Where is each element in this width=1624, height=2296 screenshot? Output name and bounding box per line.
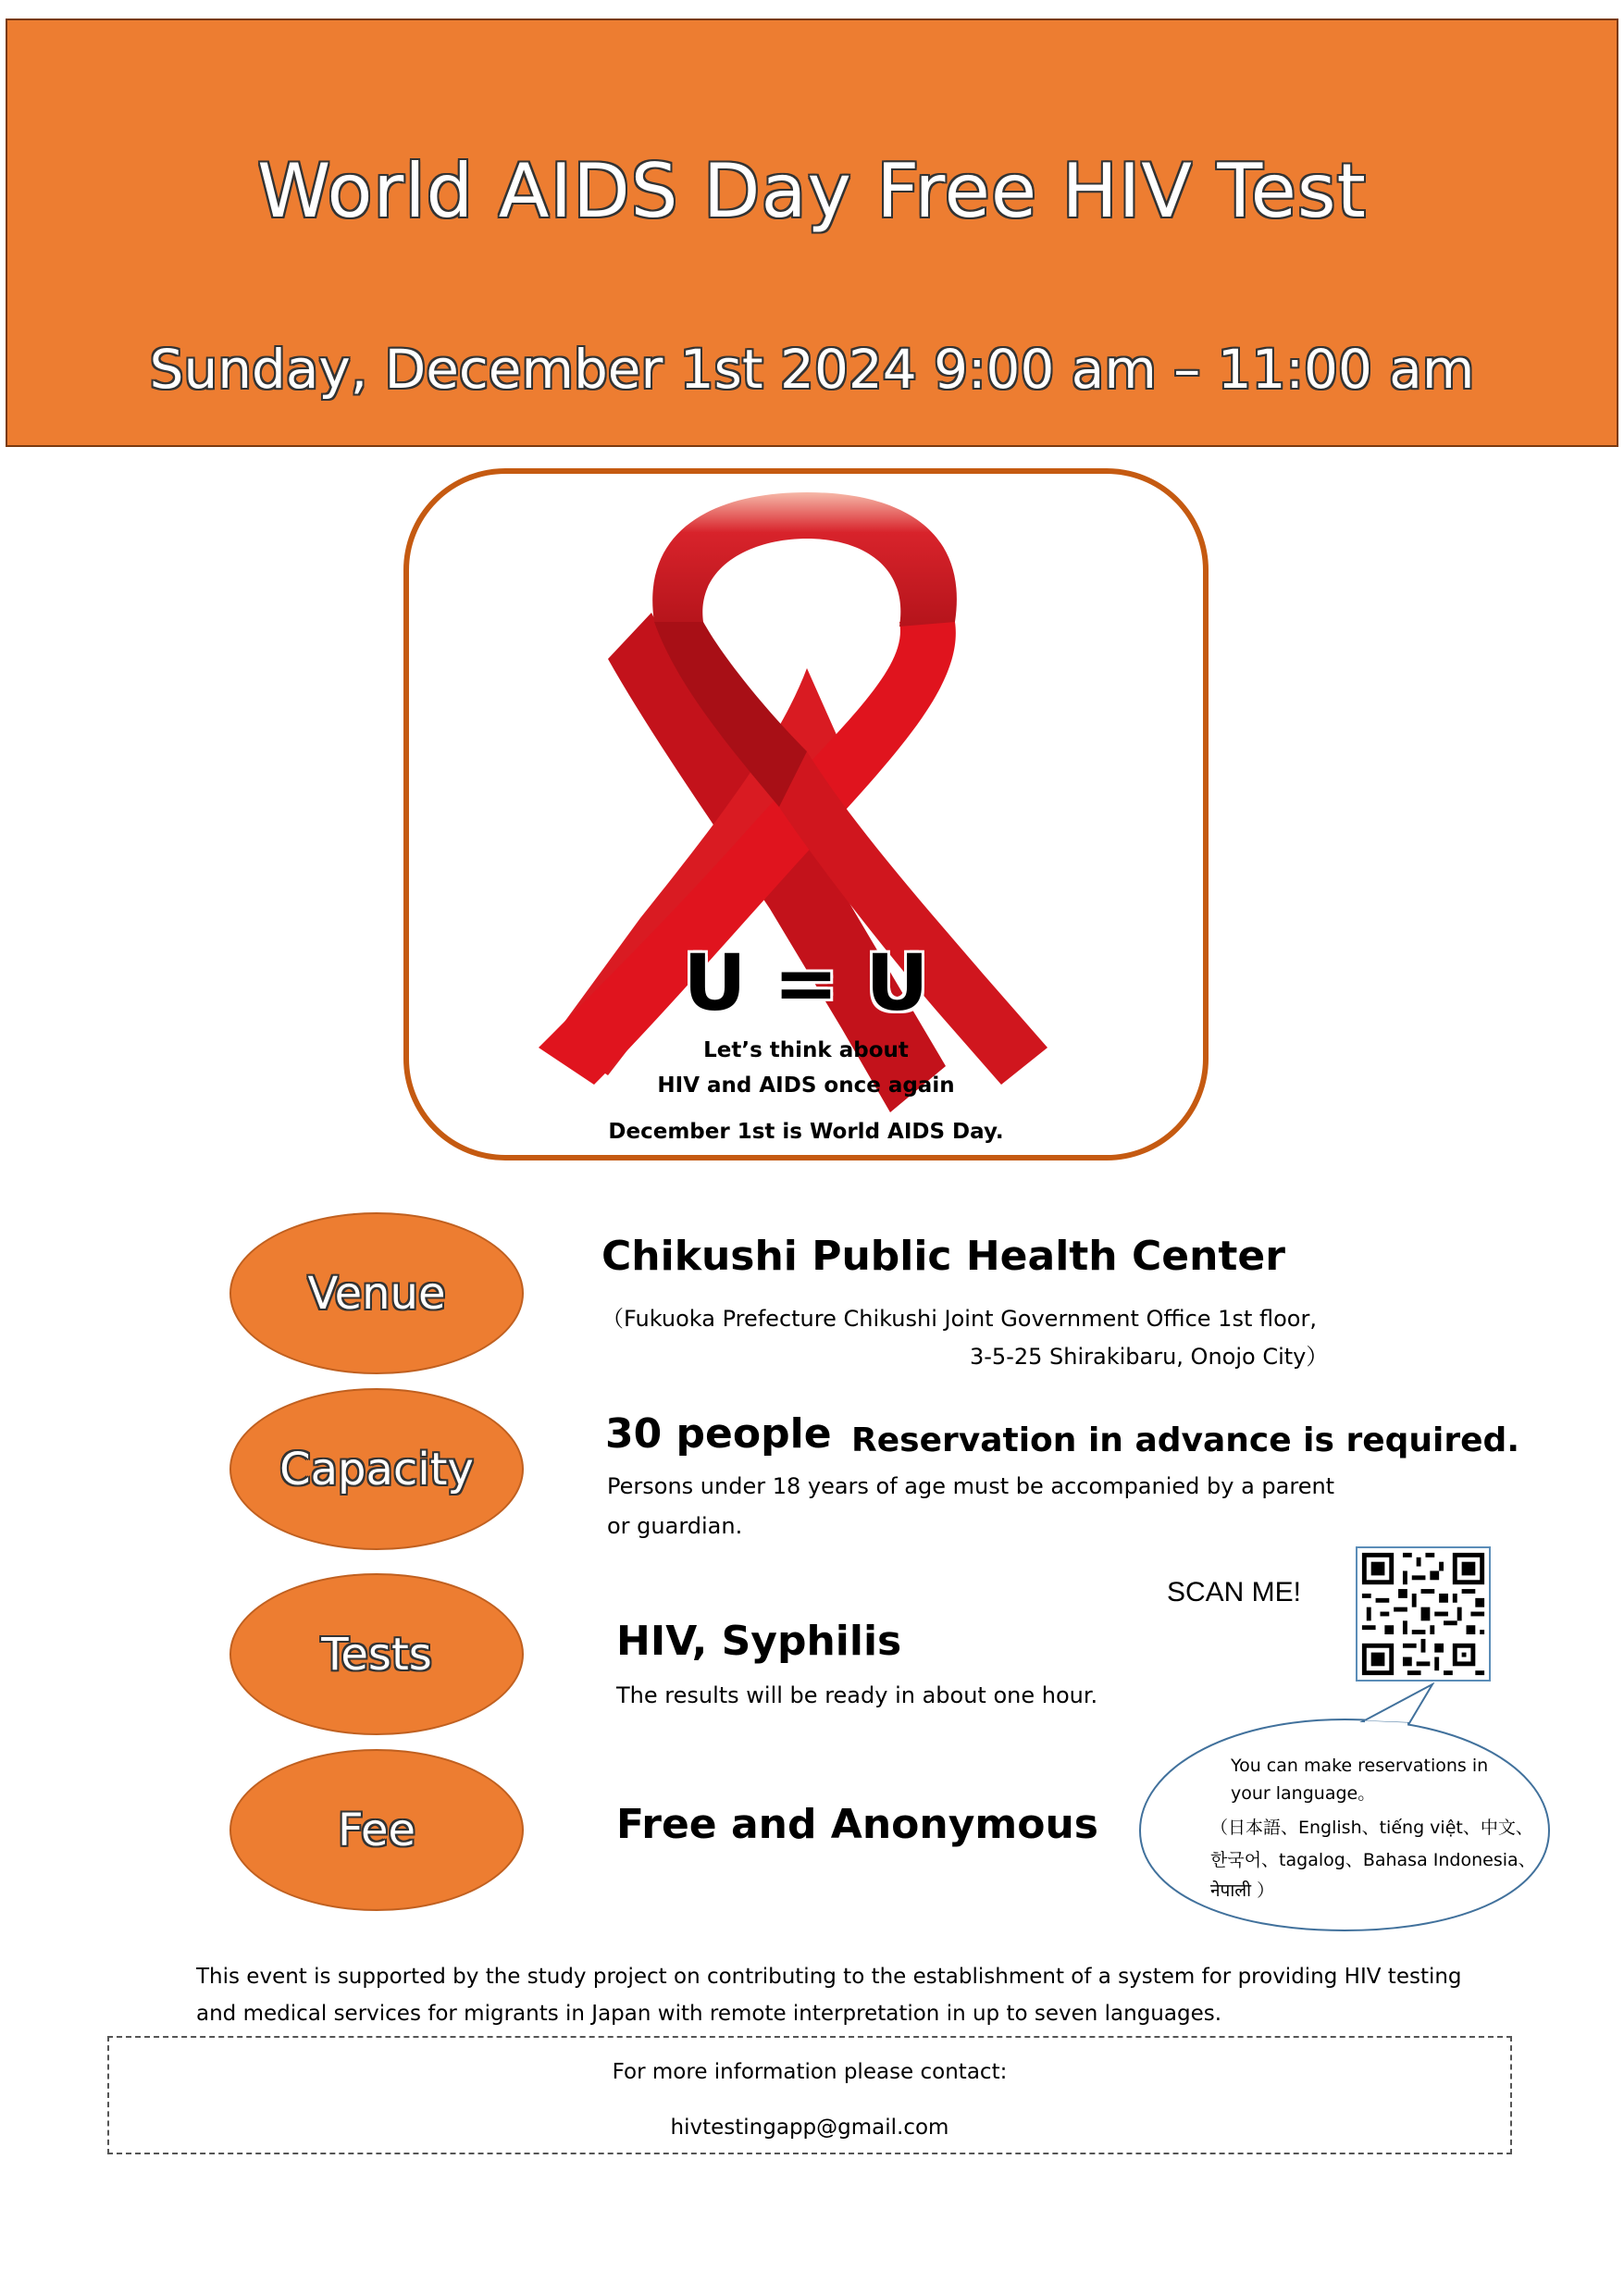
- reservation-required: Reservation in advance is required.: [851, 1421, 1520, 1459]
- ribbon-frame: [403, 468, 1209, 1160]
- ribbon-text-line3: December 1st is World AIDS Day.: [608, 1120, 1004, 1144]
- capacity-label: Capacity: [279, 1443, 474, 1496]
- venue-name: Chikushi Public Health Center: [601, 1233, 1285, 1280]
- event-date: Sunday, December 1st 2024 9:00 am – 11:00 am: [149, 338, 1475, 401]
- venue-address-line1: （Fukuoka Prefecture Chikushi Joint Government Office 1st floor,: [601, 1306, 1317, 1332]
- capacity-note-line1: Persons under 18 years of age must be accompanied by a parent: [607, 1473, 1335, 1499]
- contact-email[interactable]: hivtestingapp@gmail.com: [670, 2116, 949, 2140]
- qr-code-box[interactable]: [1356, 1546, 1491, 1682]
- tests-note: The results will be ready in about one hour.: [616, 1682, 1098, 1708]
- fee-label: Fee: [337, 1804, 416, 1856]
- venue-label: Venue: [307, 1267, 446, 1320]
- ribbon-text-line1: Let’s think about: [703, 1038, 909, 1062]
- tests-oval: [229, 1573, 524, 1735]
- uu-slogan: U = U: [683, 937, 929, 1028]
- capacity-oval: [229, 1388, 524, 1550]
- contact-box: [107, 2036, 1512, 2154]
- support-statement: This event is supported by the study project on contributing to the establishment of a system for providing HIV testing and medical services for migrants in Japan with remote interpretation in up to seven languages.: [196, 1965, 1462, 2026]
- fee-value: Free and Anonymous: [616, 1801, 1098, 1848]
- bubble-line3: （日本語、English、tiếng việt、中文、: [1210, 1818, 1533, 1838]
- bubble-line1: You can make reservations in: [1231, 1756, 1489, 1776]
- scan-me-label: SCAN ME!: [1167, 1577, 1302, 1607]
- bubble-line2: your language。: [1231, 1783, 1376, 1804]
- venue-address-line2: 3-5-25 Shirakibaru, Onojo City）: [970, 1344, 1329, 1370]
- contact-label: For more information please contact:: [612, 2060, 1008, 2084]
- tests-name: HIV, Syphilis: [616, 1618, 902, 1665]
- tests-label: Tests: [321, 1628, 432, 1681]
- fee-oval: [229, 1749, 524, 1911]
- capacity-count: 30 people: [605, 1410, 832, 1458]
- page-title: World AIDS Day Free HIV Test: [257, 148, 1367, 234]
- venue-oval: [229, 1212, 524, 1374]
- bubble-line5: नेपाली ）: [1210, 1880, 1275, 1901]
- capacity-note-line2: or guardian.: [607, 1513, 743, 1539]
- header-banner: [6, 19, 1618, 447]
- qr-code-icon: [1357, 1548, 1489, 1680]
- ribbon-text-line2: HIV and AIDS once again: [657, 1074, 955, 1098]
- bubble-line4: 한국어、tagalog、Bahasa Indonesia、: [1210, 1850, 1536, 1870]
